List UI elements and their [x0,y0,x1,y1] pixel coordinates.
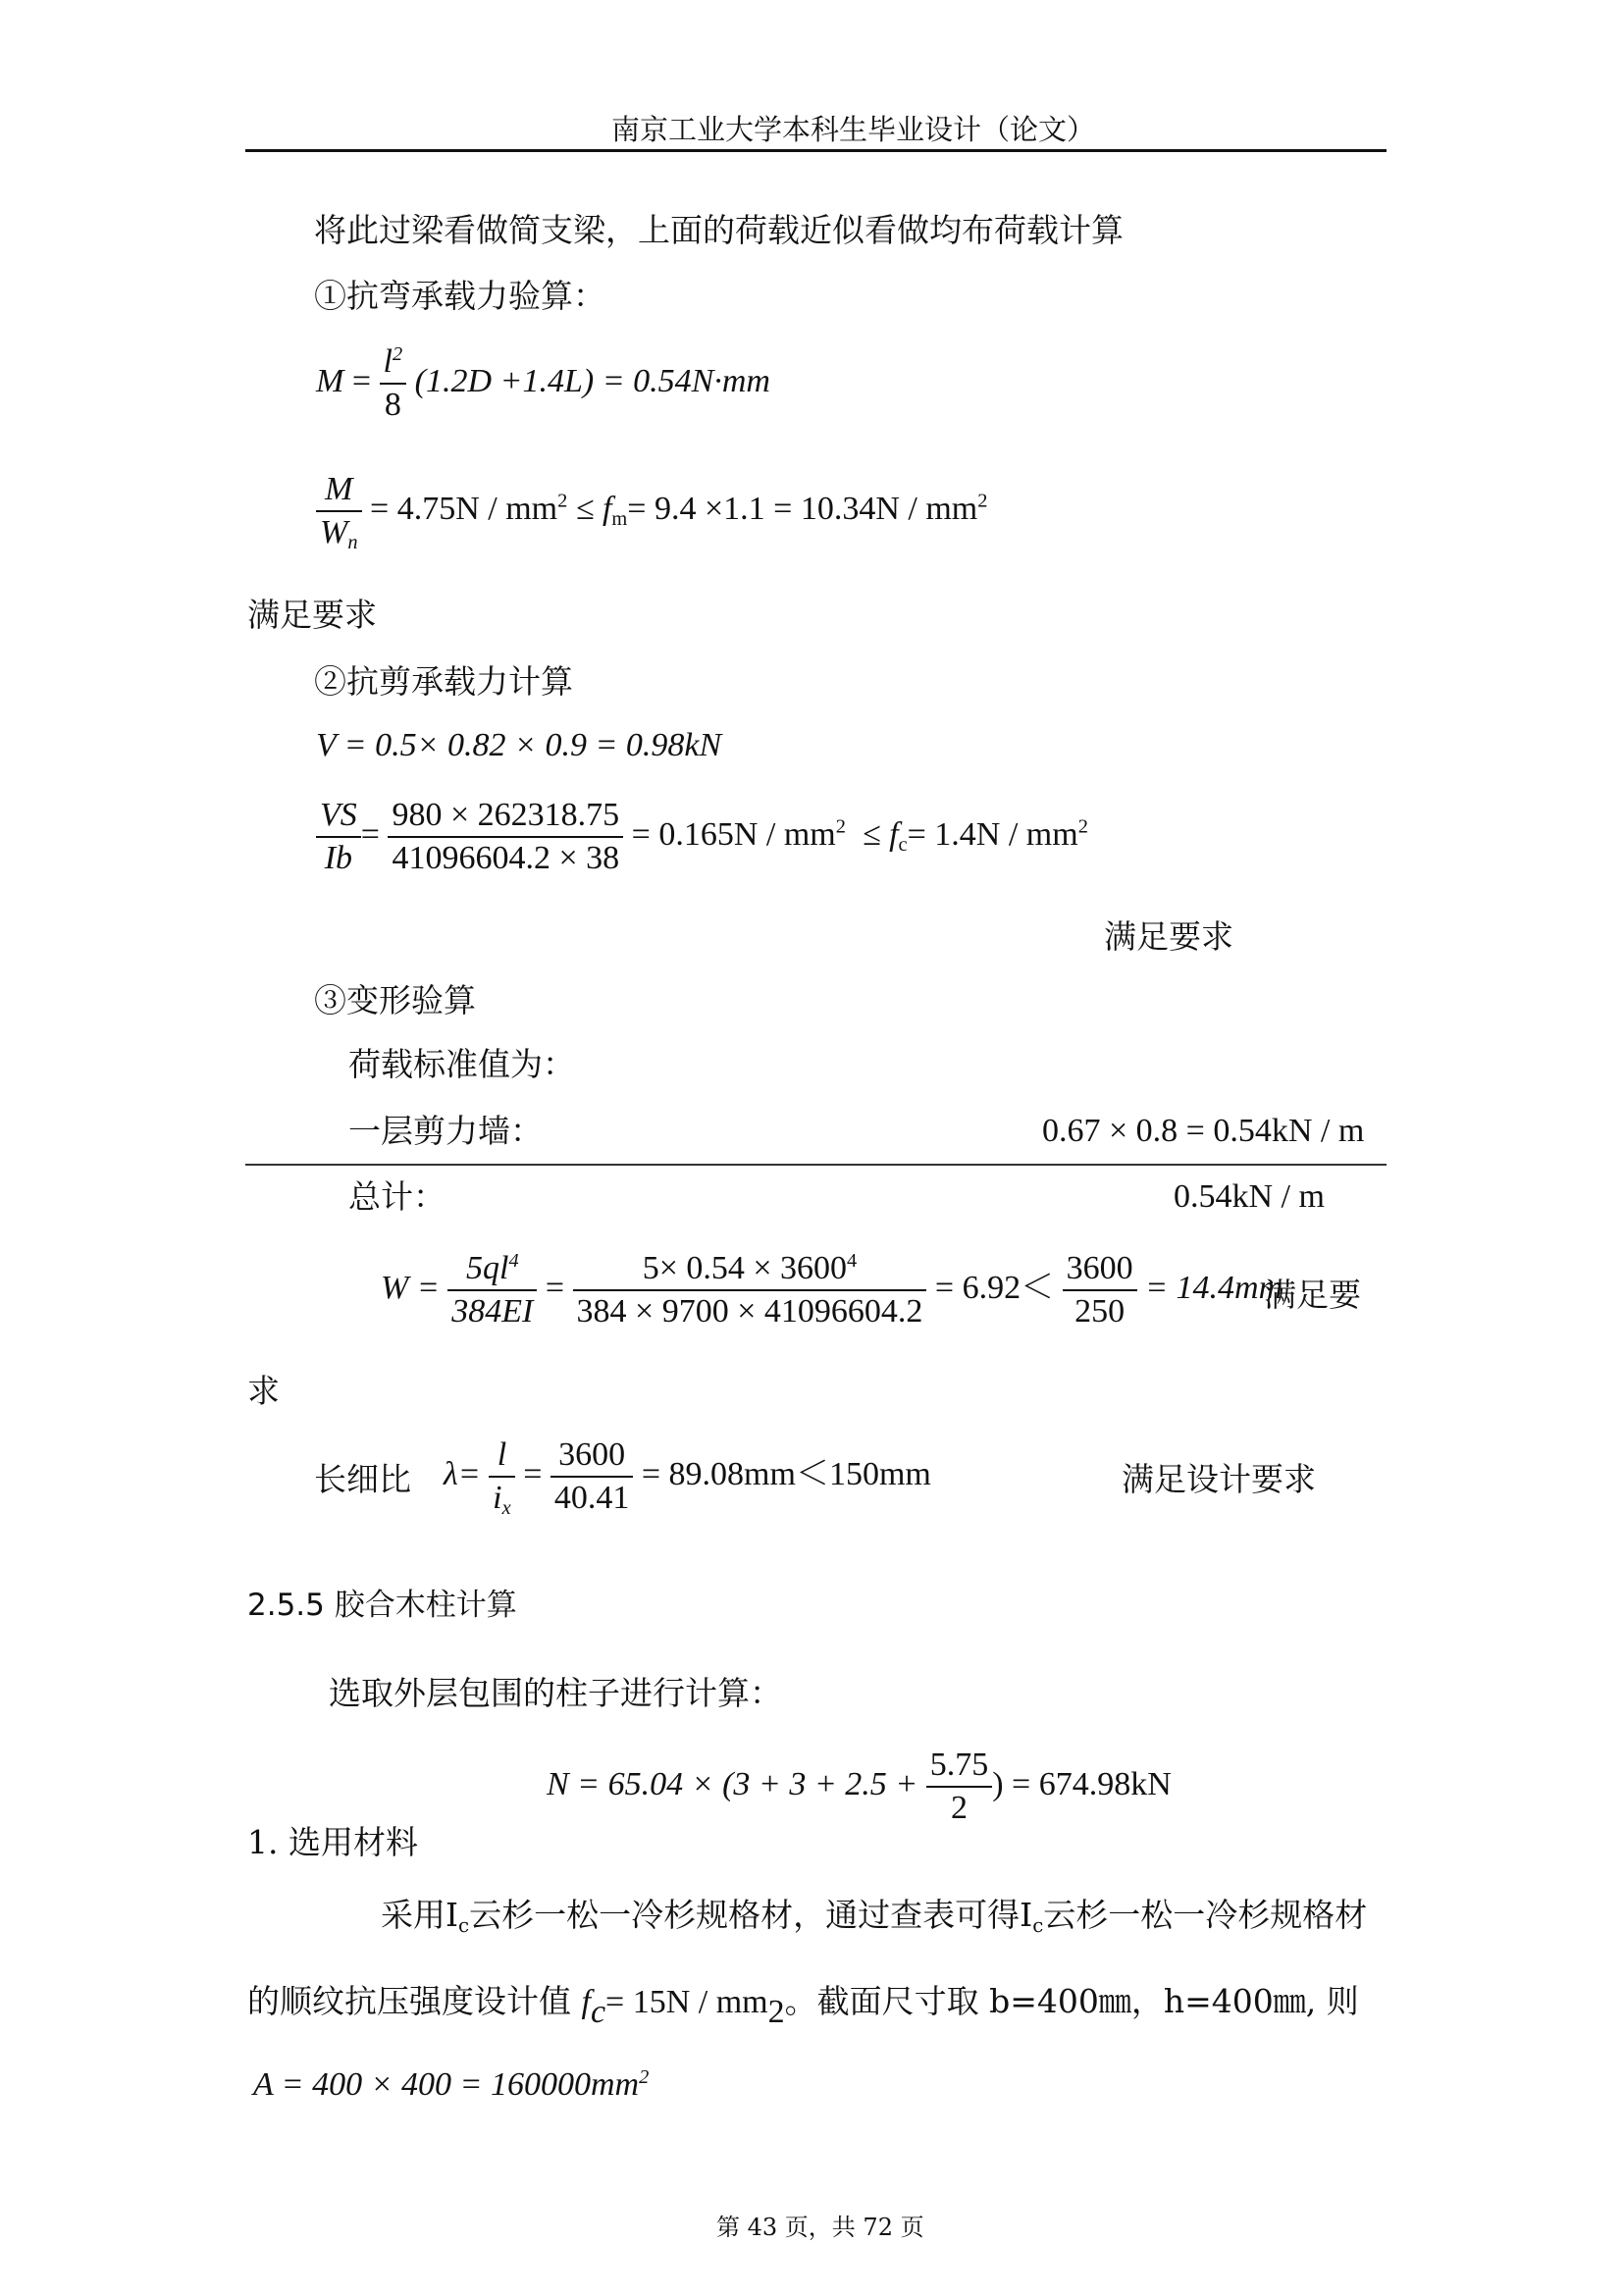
eq4-num: VS [316,795,361,838]
eq5-num1: 5ql [465,1250,509,1286]
ok-2: 满足要求 [1104,917,1233,956]
eq6-den1-sub: x [501,1497,511,1520]
eq4-rhs-a-sup: 2 [835,815,846,838]
standard-load-label: 荷载标准值为： [348,1045,575,1083]
eq6-fraction-2 [550,1434,634,1519]
eq1-rhs: (1.2D +1.4L) = 0.54N·mm [414,362,770,399]
eq4-num2: 980 × 262318.75 [388,795,623,838]
eq2-rhs-c-sup: 2 [977,490,988,512]
running-header: 南京工业大学本科生毕业设计（论文） [611,113,1096,146]
equation-slenderness: λ= $\frac{l}{i_x}$ = $\frac{3600}{40.41}$ = 89.08mm＜150mm [444,1436,931,1520]
sum-rule [245,1164,1387,1166]
mat1-a-sub: c [458,1913,470,1937]
eq5-lhs: W = [381,1269,440,1306]
eq1-num: l [383,343,393,380]
eq7-lhs: N = 65.04 × (3 + 3 + 2.5 + [547,1765,918,1802]
equation-moment: M = $\frac{l^2}{8}$ (1.2D +1.4L) = 0.54N·mm [316,341,770,426]
mat2-f: f [581,1984,591,2020]
eq8-text: A = 400 × 400 = 160000mm [253,2066,640,2103]
eq2-fraction [316,469,362,553]
intro-paragraph: 将此过梁看做简支梁，上面的荷载近似看做均布荷载计算 [314,211,1124,249]
eq7-num: 5.75 [926,1745,993,1788]
eq4-den2: 41096604.2 × 38 [392,840,620,876]
eq2-rhs-a: = 4.75N / mm [370,490,558,527]
eq6-fraction-1 [489,1434,515,1519]
ok-3a: 满足要 [1264,1276,1361,1314]
mat2-b: 。截面尺寸取 b=400㎜，h=400㎜, 则 [784,1982,1359,2020]
eq2-num: M [316,469,362,512]
mat2-f-sub: c [590,1994,606,2031]
heading-shear-check: ②抗剪承载力计算 [314,662,573,701]
mat1-a: 采用I [381,1896,459,1934]
eq2-den-sub: n [347,532,358,554]
eq4-rhs-c-sup: 2 [1077,815,1088,838]
eq4-rhs-c: = 1.4N / mm [907,815,1078,853]
eq7-rhs: ) = 674.98kN [992,1765,1172,1802]
eq5-num2: 5× 0.54 × 3600 [642,1250,848,1286]
mat2-a: 的顺纹抗压强度设计值 [247,1982,571,2020]
eq2-rhs-a-sup: 2 [557,490,568,512]
wall-value: 0.67 × 0.8 = 0.54kN / m [1042,1113,1365,1149]
equation-shear-stress: $\frac{VS}{Ib}$ = $\frac{980 \times 262318.75}{41096604.2 \times 38}$ = $0.165N / mm^2 \le f_c= 1.4N / mm^2$ [316,795,1088,879]
eq4-rhs-a: = 0.165N / mm [631,815,836,853]
material-line-2 [247,1982,1359,2032]
ok-4: 满足设计要求 [1122,1460,1316,1498]
eq6-rhs: = 89.08mm＜150mm [641,1455,931,1492]
total-value: 0.54kN / m [1174,1178,1325,1215]
eq8-sup: 2 [639,2065,650,2088]
eq6-den1: i [493,1480,502,1516]
eq2-rhs-c: = 9.4 ×1.1 = 10.34N / mm [627,490,978,527]
eq4-den: Ib [324,840,353,876]
eq4-rhs-b: ≤ f [862,815,899,853]
equation-deflection: W = $\frac{5ql^4}{384EI}$ = $\frac{5\times 0.54 \times 3600^4}{384 \times 9700 \times 41096604.2}$ = 6.92＜ $\frac{3600}{250}$ = 14.4mm [381,1248,1283,1332]
equation-axial-force [547,1745,1172,1829]
eq6-num1: l [489,1434,515,1478]
eq7-den: 2 [950,1790,968,1826]
material-line-1 [381,1896,1367,1935]
heading-deformation-check: ③变形验算 [314,981,476,1019]
eq5-rhs: = 14.4mm [1145,1269,1283,1306]
eq5-num3: 3600 [1063,1248,1137,1291]
eq6-lhs: λ= [444,1455,481,1492]
eq5-mid: = 6.92＜ [934,1269,1055,1306]
header-rule [245,149,1387,152]
mat1-b: 云杉一松一冷杉规格材，通过查表可得I [469,1896,1033,1934]
eq5-fraction-1 [447,1248,537,1332]
eq5-fraction-3 [1063,1248,1137,1332]
eq2-den: W [320,514,348,550]
page-footer: 第 43 页，共 72 页 [716,2214,924,2241]
eq5-num2-sup: 4 [847,1249,858,1272]
equation-stress [316,469,987,553]
eq1-den: 8 [384,387,401,423]
eq1-fraction [380,341,407,426]
eq2-rhs-b: ≤ f [567,490,612,527]
eq5-fraction-2 [573,1248,927,1332]
equation-shear-force: V = 0.5× 0.82 × 0.9 = 0.98kN [316,727,722,763]
eq7-fraction [926,1745,993,1829]
mat2-f-sup: 2 [767,1994,785,2031]
eq4-fraction-b [388,795,623,879]
equation-area [253,2065,649,2105]
eq1-num-sup: 2 [392,342,403,365]
eq2-rhs-b-sub: m [611,507,628,530]
eq5-den3: 250 [1074,1293,1126,1330]
slenderness-label: 长细比 [314,1460,411,1498]
heading-bending-check: ①抗弯承载力验算： [314,277,605,315]
mat1-c: 云杉一松一冷杉规格材 [1043,1896,1368,1934]
eq1-lhs: M [316,362,344,399]
eq6-num2: 3600 [550,1434,634,1478]
total-label: 总计： [348,1177,445,1216]
eq4-rhs-b-sub: c [898,833,908,856]
ok-3b: 求 [247,1372,280,1410]
eq4-fraction-a [316,795,361,879]
eq5-den2: 384 × 9700 × 41096604.2 [576,1293,923,1330]
mat1-b-sub: c [1032,1913,1044,1937]
wall-label: 一层剪力墙： [348,1112,543,1150]
column-paragraph: 选取外层包围的柱子进行计算： [329,1674,782,1712]
section-heading: 2.5.5 胶合木柱计算 [247,1588,517,1623]
item-1: 1. 选用材料 [247,1823,418,1861]
eq5-den1: 384EI [451,1293,534,1330]
ok-1: 满足要求 [247,596,377,634]
eq6-den2: 40.41 [553,1480,630,1516]
eq5-num1-sup: 4 [508,1249,519,1272]
mat2-f-eq: = 15N / mm [605,1984,768,2020]
